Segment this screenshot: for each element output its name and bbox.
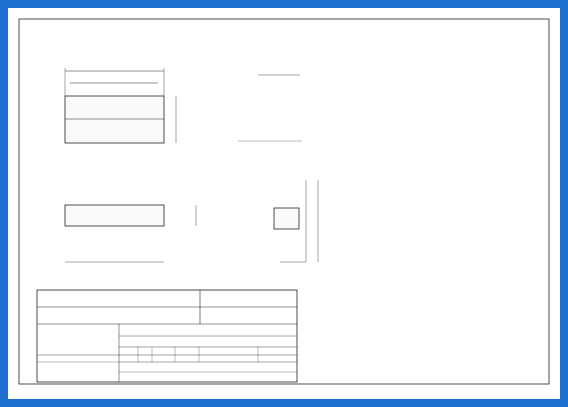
pcb-layout xyxy=(238,75,302,141)
header-body-side xyxy=(274,208,299,229)
side-view xyxy=(274,180,318,262)
top-view xyxy=(65,68,176,143)
header-body-front xyxy=(65,205,164,226)
drawing-canvas xyxy=(8,8,560,399)
front-view xyxy=(65,205,196,262)
paper xyxy=(8,8,560,399)
header-body-top xyxy=(65,96,164,143)
title-block xyxy=(37,290,297,382)
